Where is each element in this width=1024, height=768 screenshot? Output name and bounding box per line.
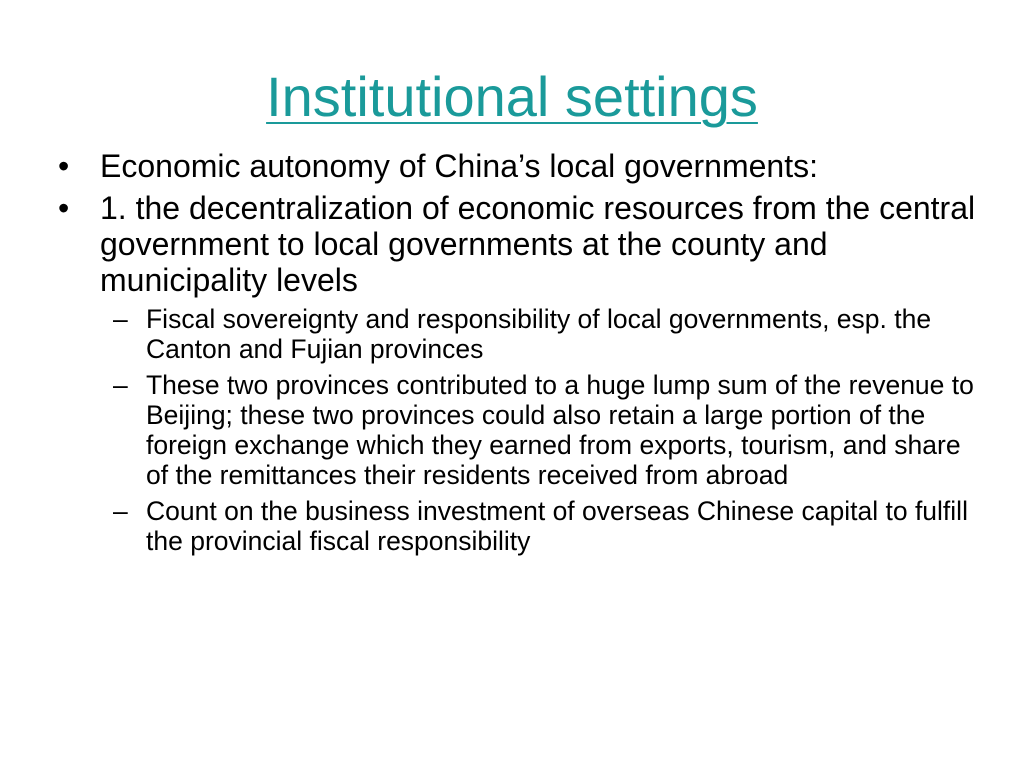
bullet-item-economic-autonomy <box>52 148 982 184</box>
bullet-text: 1. the decentralization of economic resources from the central government to local governments at the county and municipality levels <box>100 190 976 298</box>
bullet-item-decentralization <box>52 190 982 298</box>
dash-marker: – <box>113 304 128 334</box>
slide-body <box>52 148 982 562</box>
slide-title: Institutional settings <box>266 65 758 128</box>
bullet-text: Economic autonomy of China’s local governments: <box>100 148 818 184</box>
sub-bullet-revenue-contribution <box>52 370 982 490</box>
bullet-marker: • <box>58 190 70 226</box>
sub-bullet-text: Count on the business investment of overseas Chinese capital to fulfill the provincial fiscal responsibility <box>146 496 968 556</box>
sub-bullet-text: These two provinces contributed to a huge lump sum of the revenue to Beijing; these two provinces could also retain a large portion of the foreign exchange which they earned from exports, tourism, and share of the remittances their residents received from abroad <box>146 370 974 490</box>
bullet-marker: • <box>58 148 70 184</box>
dash-marker: – <box>113 370 128 400</box>
sub-bullet-overseas-investment <box>52 496 982 556</box>
dash-marker: – <box>113 496 128 526</box>
sub-bullet-fiscal-sovereignty <box>52 304 982 364</box>
sub-bullet-text: Fiscal sovereignty and responsibility of local governments, esp. the Canton and Fujian provinces <box>146 304 932 364</box>
